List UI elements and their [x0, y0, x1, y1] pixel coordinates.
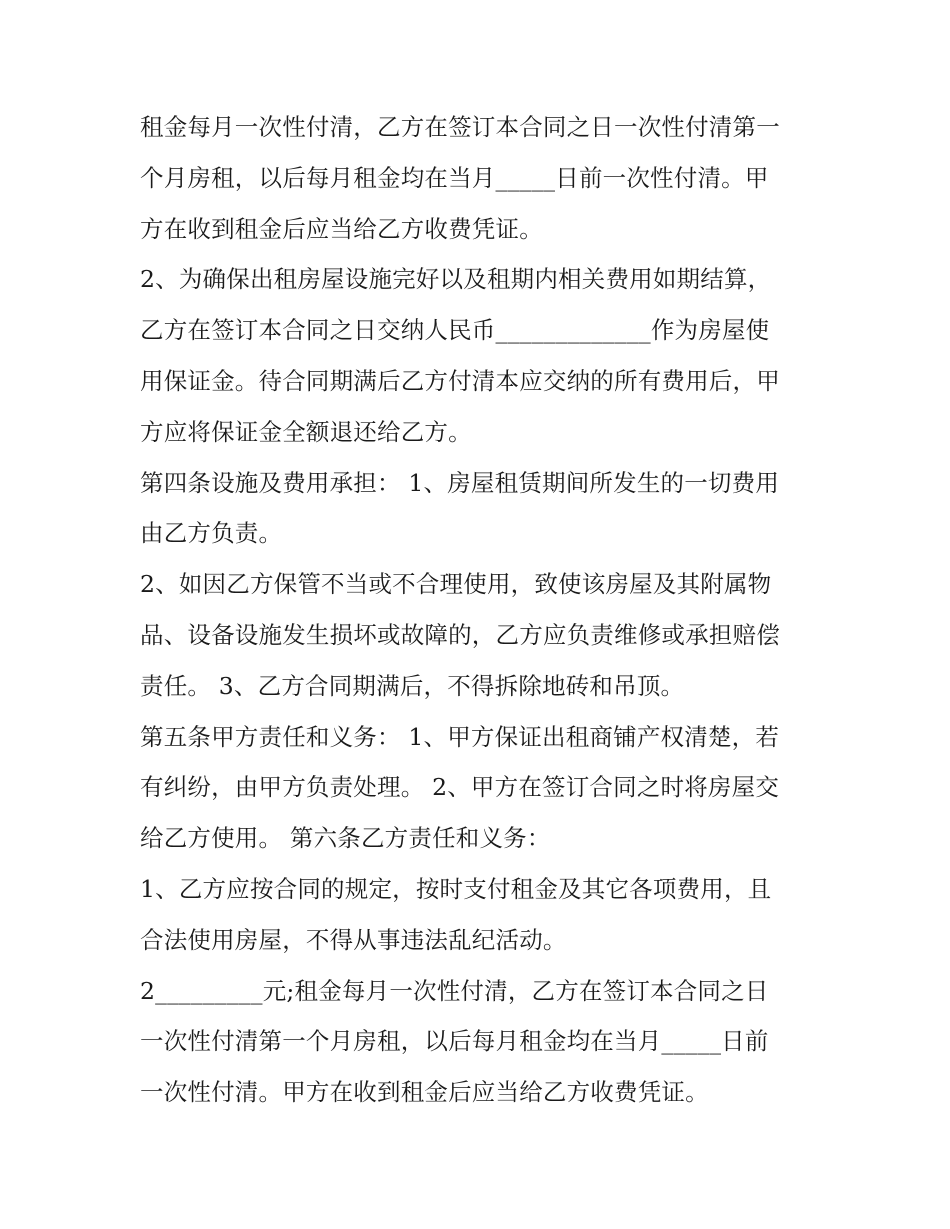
text-line: 合法使用房屋，不得从事违法乱纪活动。 [140, 925, 567, 954]
text-line: 一次性付清第一个月房租，以后每月租金均在当月_____日前 [140, 1027, 769, 1056]
text-line: 第五条甲方责任和义务： 1、甲方保证出租商铺产权清楚，若 [140, 722, 780, 751]
text-line: 有纠纷，由甲方负责处理。 2、甲方在签订合同之时将房屋交 [140, 773, 780, 802]
text-line: 个月房租，以后每月租金均在当月_____日前一次性付清。甲 [140, 163, 769, 192]
text-line: 责任。 3、乙方合同期满后，不得拆除地砖和吊顶。 [140, 671, 685, 700]
text-line: 方在收到租金后应当给乙方收费凭证。 [140, 214, 543, 243]
text-line: 2、如因乙方保管不当或不合理使用，致使该房屋及其附属物 [140, 570, 772, 599]
text-line: 1、乙方应按合同的规定，按时支付租金及其它各项费用，且 [140, 874, 772, 903]
text-line: 由乙方负责。 [140, 519, 283, 548]
text-line: 一次性付清。甲方在收到租金后应当给乙方收费凭证。 [140, 1078, 709, 1107]
text-line: 第四条设施及费用承担： 1、房屋租赁期间所发生的一切费用 [140, 468, 780, 497]
text-line: 给乙方使用。 第六条乙方责任和义务： [140, 824, 551, 853]
text-line: 品、设备设施发生损坏或故障的，乙方应负责维修或承担赔偿 [140, 620, 780, 649]
text-line: 乙方在签订本合同之日交纳人民币_____________作为房屋使 [140, 316, 770, 345]
document-body [140, 102, 830, 1118]
text-line: 2_________元;租金每月一次性付清，乙方在签订本合同之日 [140, 976, 769, 1005]
text-line: 租金每月一次性付清，乙方在签订本合同之日一次性付清第一 [140, 113, 780, 141]
text-line: 2、为确保出租房屋设施完好以及租期内相关费用如期结算， [140, 265, 772, 294]
text-line: 方应将保证金全额退还给乙方。 [140, 417, 472, 446]
text-line: 用保证金。待合同期满后乙方付清本应交纳的所有费用后，甲 [140, 366, 780, 395]
